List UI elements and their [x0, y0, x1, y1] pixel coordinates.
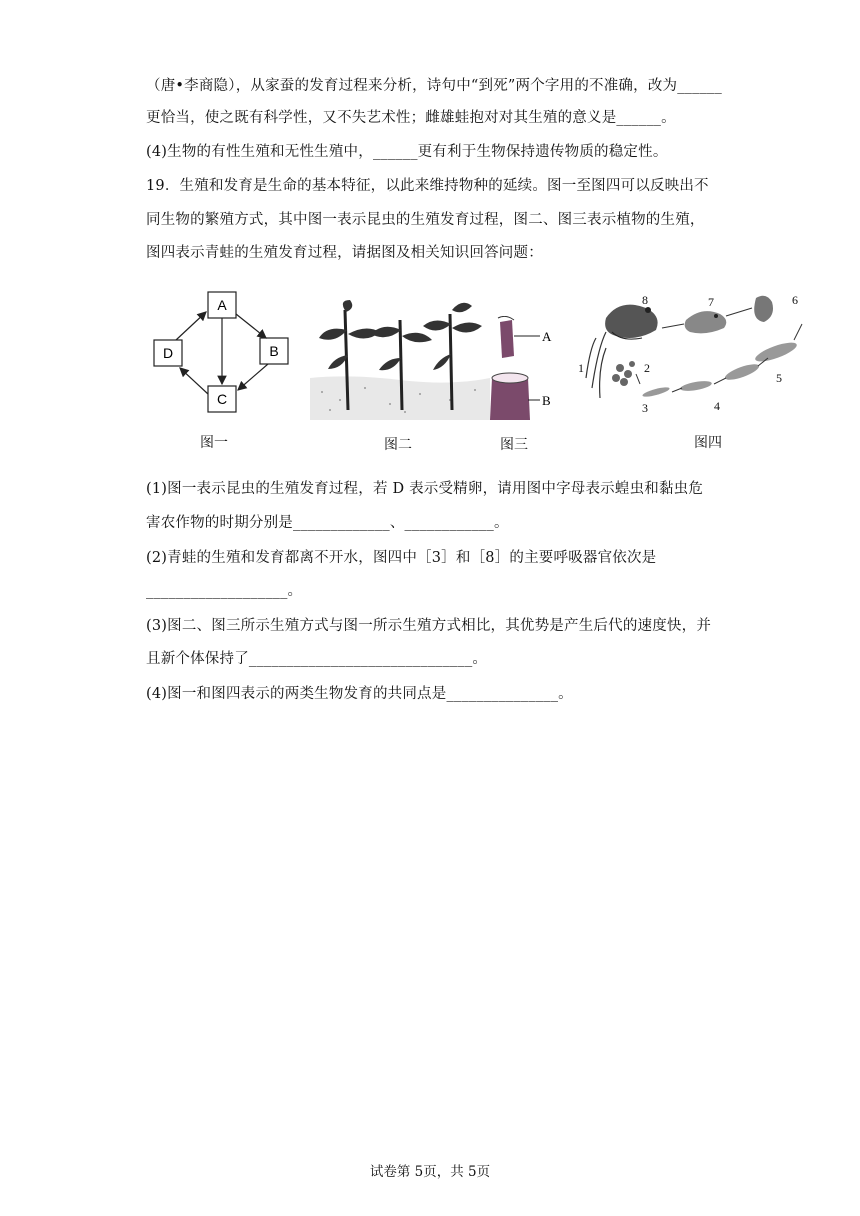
fig1-node-d: D [162, 345, 174, 361]
fig1-node-b: B [269, 343, 279, 359]
fig4-label-5: 5 [776, 371, 782, 385]
text-line-1: （唐•李商隐），从家蚕的发育过程来分析，诗句中“到死”两个字用的不准确，改为______ [146, 78, 722, 94]
fig1-node-a: A [217, 297, 227, 313]
fig4-label-4: 4 [714, 399, 720, 413]
question-1-line-1: (1)图一表示昆虫的生殖发育过程，若 D 表示受精卵，请用图中字母表示蝗虫和黏虫危 [146, 481, 704, 497]
figure-2 [310, 300, 490, 420]
question-4-line-1: (4)图一和图四表示的两类生物发育的共同点是_______________。 [146, 686, 573, 702]
figure-4-frog-cycle [576, 288, 816, 418]
question-2-line-1: (2)青蛙的生殖和发育都离不开水，图四中［3］和［8］的主要呼吸器官依次是 [146, 550, 657, 566]
fig4-label-2: 2 [644, 361, 650, 375]
text-line-6: 图四表示青蛙的生殖发育过程，请据图及相关知识回答问题： [146, 245, 543, 261]
fig3-label-b: B [542, 393, 551, 408]
figure-3-caption: 图三 [500, 437, 528, 453]
question-1-line-2: 害农作物的时期分别是_____________、____________。 [146, 515, 509, 531]
fig4-label-3: 3 [642, 401, 648, 415]
figures-row [140, 282, 820, 462]
page-footer: 试卷第 5页，共 5页 [369, 1164, 491, 1180]
text-line-4: 19．生殖和发育是生命的基本特征，以此来维持物种的延续。图一至图四可以反映出不 [146, 178, 709, 194]
figure-2-caption: 图二 [384, 437, 412, 453]
question-2-line-2: ___________________。 [146, 583, 303, 599]
figure-1 [150, 290, 300, 420]
figure-4-caption: 图四 [694, 435, 722, 451]
text-line-2: 更恰当，使之既有科学性，又不失艺术性；雌雄蛙抱对对其生殖的意义是______。 [146, 110, 676, 126]
figure-3 [490, 316, 570, 426]
text-line-5: 同生物的繁殖方式，其中图一表示昆虫的生殖发育过程，图二、图三表示植物的生殖， [146, 212, 705, 228]
figure-1-caption: 图一 [200, 435, 228, 451]
fig4-label-1: 1 [578, 361, 584, 375]
question-3-line-1: (3)图二、图三所示生殖方式与图一所示生殖方式相比，其优势是产生后代的速度快，并 [146, 618, 712, 634]
figure-1-diagram [150, 290, 300, 420]
question-3-line-2: 且新个体保持了______________________________。 [146, 651, 488, 667]
fig4-label-8: 8 [642, 293, 648, 307]
fig4-label-6: 6 [792, 293, 798, 307]
figure-3-grafting [490, 316, 570, 426]
figure-4 [576, 288, 816, 418]
fig1-node-c: C [216, 391, 228, 407]
figure-2-cuttings [310, 300, 490, 420]
fig3-label-a: A [542, 329, 552, 344]
text-line-3: (4)生物的有性生殖和无性生殖中，______更有利于生物保持遗传物质的稳定性。 [146, 144, 668, 160]
fig4-label-7: 7 [708, 295, 714, 309]
